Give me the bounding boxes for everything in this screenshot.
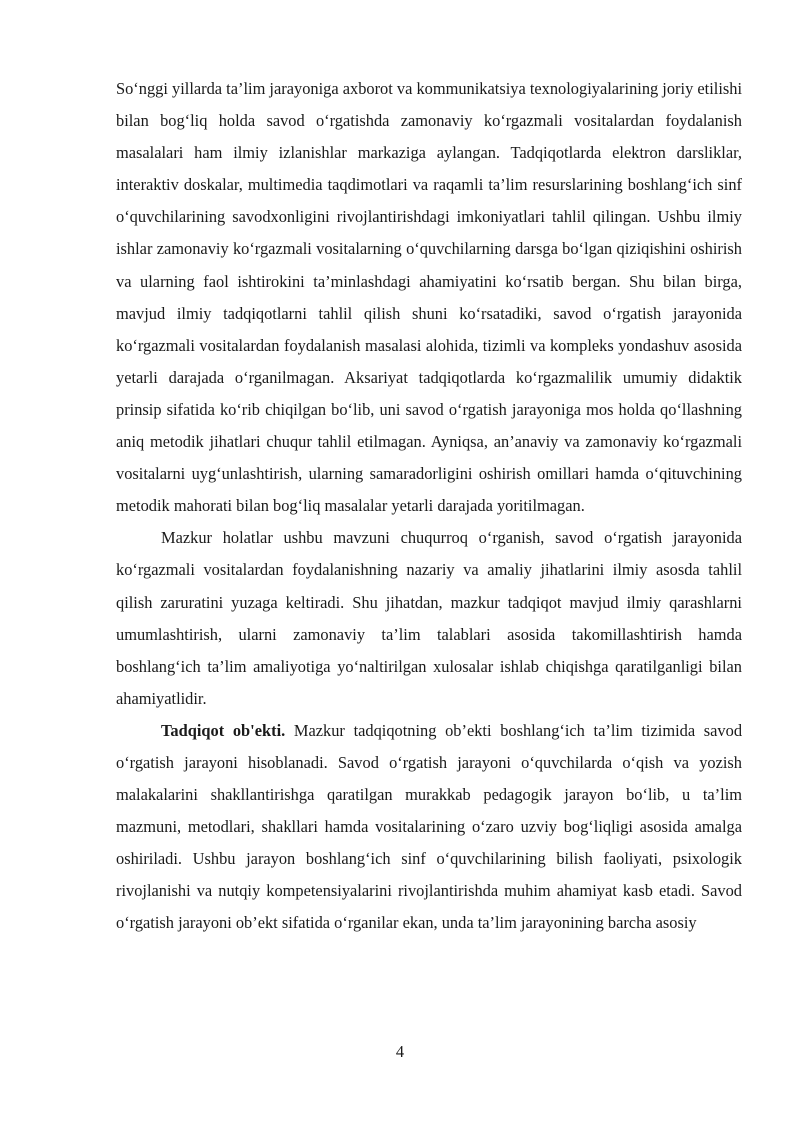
paragraph-1 <box>116 73 742 522</box>
document-body <box>116 73 742 940</box>
section-heading-research-object: Tadqiqot ob'ekti. <box>161 720 286 740</box>
paragraph-2 <box>116 522 742 715</box>
paragraph-2-text: Mazkur holatlar ushbu mavzuni chuqurroq o‘rganish, savod o‘rgatish jarayonida ko‘rgazmali vositalardan foydalanishning nazariy va amaliy jihatlarini ilmiy asosda tahlil qilish zaruratini yuzaga keltiradi. Shu jihatdan, mazkur tadqiqot mavjud ilmiy qarashlarni umumlashtirish, ularni zamonaviy ta’lim talablari asosida takomillashtirish hamda boshlang‘ich ta’lim amaliyotiga yo‘naltirilgan xulosalar ishlab chiqishga qaratilganligi bilan ahamiyatlidir. <box>116 528 742 708</box>
paragraph-1-text: So‘nggi yillarda ta’lim jarayoniga axborot va kommunikatsiya texnologiyalarining joriy etilishi bilan bog‘liq holda savod o‘rgatishda zamonaviy ko‘rgazmali vositalardan foydalanish masalalari ham ilmiy izlanishlar markaziga aylangan. Tadqiqotlarda elektron darsliklar, interaktiv doskalar, multimedia taqdimotlari va raqamli ta’lim resurslarining boshlang‘ich sinf o‘quvchilarining savodxonligini rivojlantirishdagi imkoniyatlari tahlil qilingan. Ushbu ilmiy ishlar zamonaviy ko‘rgazmali vositalarning o‘quvchilarning darsga bo‘lgan qiziqishini oshirish va ularning faol ishtirokini ta’minlashdagi ahamiyatini ko‘rsatib bergan. Shu bilan birga, mavjud ilmiy tadqiqotlarni tahlil qilish shuni ko‘rsatadiki, savod o‘rgatish jarayonida ko‘rgazmali vositalardan foydalanish masalasi alohida, tizimli va kompleks yondashuv asosida yetarli darajada o‘rganilmagan. Aksariyat tadqiqotlarda ko‘rgazmalilik umumiy didaktik prinsip sifatida ko‘rib chiqilgan bo‘lib, uni savod o‘rgatish jarayoniga mos holda qo‘llashning aniq metodik jihatlari chuqur tahlil etilmagan. Ayniqsa, an’anaviy va zamonaviy ko‘rgazmali vositalarni uyg‘unlashtirish, ularning samaradorligini oshirish omillari hamda o‘qituvchining metodik mahorati bilan bog‘liq masalalar yetarli darajada yoritilmagan. <box>116 79 742 516</box>
paragraph-3-text: Mazkur tadqiqotning ob’ekti boshlang‘ich ta’lim tizimida savod o‘rgatish jarayoni hisoblanadi. Savod o‘rgatish jarayoni o‘quvchilarda o‘qish va yozish malakalarini shakllantirishga qaratilgan murakkab pedagogik jarayon bo‘lib, u ta’lim mazmuni, metodlari, shakllari hamda vositalarining o‘zaro uzviy bog‘liqligi asosida amalga oshiriladi. Ushbu jarayon boshlang‘ich sinf o‘quvchilarining bilish faoliyati, psixologik rivojlanishi va nutqiy kompetensiyalarini rivojlantirishda muhim ahamiyat kasb etadi. Savod o‘rgatish jarayoni ob’ekt sifatida o‘rganilar ekan, unda ta’lim jarayonining barcha asosiy <box>116 720 743 933</box>
page-number: 4 <box>395 1042 405 1061</box>
paragraph-3 <box>116 715 742 940</box>
